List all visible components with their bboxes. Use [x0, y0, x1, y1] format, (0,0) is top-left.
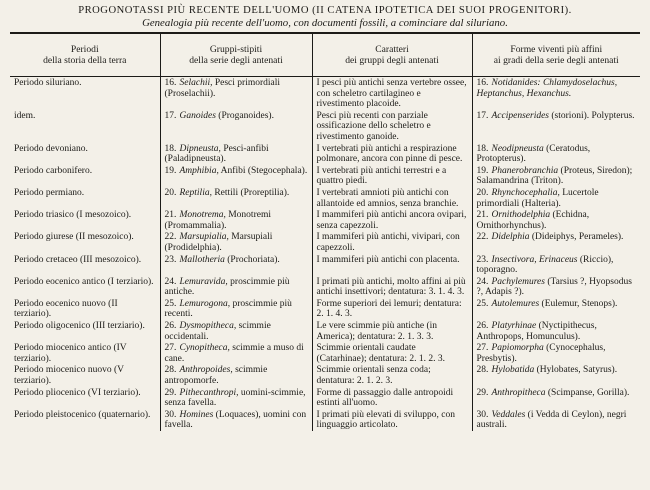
living-form-detail: (i Vedda di Ceylon), negri australi.: [476, 409, 627, 431]
characters-text: I mammiferi più antichi, vivipari, con capezzoli.: [316, 232, 460, 253]
group-name: Mallotheria: [179, 254, 225, 265]
group-name: Ganoides: [179, 110, 216, 121]
group-name: Lemurogona,: [179, 298, 231, 309]
living-form-detail: (Riccio), toporagno.: [476, 254, 614, 276]
group-cell: [160, 165, 312, 187]
row-number: 20.: [476, 187, 489, 198]
living-form-detail: (Nyctipithecus, Anthropops, Homunculus).: [476, 321, 597, 342]
row-number: 17.: [164, 110, 177, 121]
living-form-name: Phanerobranchia: [491, 165, 559, 176]
row-number: 28.: [164, 365, 177, 376]
characters-text: Forme di passaggio dalle antropoidi estinti all'uomo.: [316, 387, 454, 409]
document-header: [10, 4, 640, 30]
period-text: Periodo pleistocenico (quaternario).: [14, 409, 151, 420]
group-detail: proscimmie più antiche.: [164, 276, 290, 298]
living-forms-cell: [472, 276, 640, 298]
living-form-name: Hylobatida: [491, 365, 535, 376]
row-number: 26.: [476, 321, 489, 332]
row-number: 28.: [476, 365, 489, 376]
group-name: Marsupialia,: [179, 232, 229, 243]
group-name: Dysmopitheca,: [179, 321, 237, 332]
living-form-detail: (Hylobates, Satyrus).: [534, 365, 618, 376]
table-row: [10, 110, 640, 143]
period-text: Periodo miocenico nuovo (V terziario).: [14, 365, 124, 387]
column-header-line: Forme viventi più affini: [510, 44, 603, 55]
living-form-name: Papiomorpha: [491, 343, 544, 354]
table-row: [10, 143, 640, 165]
living-form-name: Notidanides: Chlamydoselachus, Heptanchus, Hexanchus.: [476, 78, 618, 99]
row-number: 22.: [164, 232, 177, 243]
column-header-line: ai gradi della serie degli antenati: [493, 55, 619, 66]
group-detail: uomini-scimmie, senza favella.: [164, 387, 306, 409]
living-form-name: Pachylemures: [491, 276, 545, 287]
period-cell: [10, 143, 160, 165]
characters-cell: [312, 320, 472, 342]
group-name: Reptilia,: [179, 187, 212, 198]
living-form-name: Neodipneusta: [491, 143, 544, 154]
period-cell: [10, 209, 160, 231]
living-form-detail: (Ceratodus, Protopterus).: [476, 143, 591, 165]
table-row: [10, 320, 640, 342]
period-cell: [10, 254, 160, 276]
living-form-name: Anthropitheca: [491, 387, 546, 398]
row-number: 20.: [164, 187, 177, 198]
living-form-detail: (storioni). Polypterus.: [549, 110, 635, 121]
table-row: [10, 165, 640, 187]
period-text: Periodo pliocenico (VI terziario).: [14, 387, 141, 398]
group-cell: [160, 187, 312, 209]
living-forms-cell: [472, 254, 640, 276]
characters-cell: [312, 364, 472, 386]
row-number: 30.: [164, 409, 177, 420]
characters-cell: [312, 165, 472, 187]
characters-text: Forme superiori dei lemuri; dentatura: 2. 1. 4. 3.: [316, 298, 462, 320]
column-header-line: dei gruppi degli antenati: [345, 55, 439, 66]
living-form-detail: (Proteus, Siredon); Salamandrina (Triton).: [476, 165, 633, 187]
characters-cell: [312, 387, 472, 409]
row-number: 21.: [476, 210, 489, 221]
living-form-name: Ornithodelphia: [491, 210, 551, 221]
column-header-line: della storia della terra: [43, 55, 127, 66]
column-header-line: Caratteri: [375, 44, 409, 55]
period-cell: [10, 77, 160, 110]
row-number: 18.: [476, 143, 489, 154]
living-forms-cell: [472, 209, 640, 231]
row-number: 29.: [476, 387, 489, 398]
group-detail: Pesci primordiali (Proselachii).: [164, 78, 281, 99]
characters-text: Pesci più recenti con parziale ossificazione dello scheletro e rivestimento ganoide.: [316, 110, 431, 142]
period-cell: [10, 187, 160, 209]
row-number: 19.: [164, 165, 177, 176]
group-cell: [160, 110, 312, 143]
column-header-line: Gruppi-stipiti: [209, 44, 263, 55]
group-cell: [160, 77, 312, 110]
period-cell: [10, 298, 160, 320]
characters-text: I mammiferi più antichi ancora ovipari, senza capezzoli.: [316, 210, 467, 231]
row-number: 16.: [164, 78, 177, 88]
row-number: 23.: [164, 254, 177, 265]
living-forms-cell: [472, 298, 640, 320]
group-detail: Rettili (Proreptilia).: [211, 187, 290, 198]
table-header-row: [10, 34, 640, 77]
document-subtitle: Genealogia più recente dell'uomo, con documenti fossili, a cominciare dal siluriano.: [142, 17, 508, 29]
characters-text: Scimmie orientali senza coda; dentatura: 2. 1. 2. 3.: [316, 365, 431, 387]
characters-text: I pesci più antichi senza vertebre ossee, con scheletro cartilagineo e rivestimento placoide.: [316, 78, 467, 110]
column-header-living-forms: [472, 34, 640, 77]
column-header-groups: [160, 34, 312, 77]
period-text: Periodo siluriano.: [14, 78, 82, 88]
period-text: Periodo cretaceo (III mesozoico).: [14, 254, 142, 265]
group-cell: [160, 254, 312, 276]
row-number: 25.: [164, 298, 177, 309]
living-forms-cell: [472, 342, 640, 364]
group-detail: proscimmie più recenti.: [164, 298, 292, 320]
characters-text: I primati più antichi, molto affini ai più antichi insettivori; dentatura: 3. 1. 4. 3.: [316, 276, 466, 298]
characters-cell: [312, 298, 472, 320]
row-number: 22.: [476, 232, 489, 243]
period-text: Periodo triasico (I mesozoico).: [14, 210, 132, 221]
table-row: [10, 276, 640, 298]
living-form-detail: (Tarsius ?, Hyopsodus ?, Adapis ?).: [476, 276, 632, 298]
characters-text: I vertebrati amnioti più antichi con allantoide ed amnios, senza branchie.: [316, 187, 459, 209]
group-detail: scimmie occidentali.: [164, 321, 271, 342]
living-forms-cell: [472, 110, 640, 143]
table-row: [10, 387, 640, 409]
living-forms-cell: [472, 364, 640, 386]
group-name: Anthropoides,: [179, 365, 233, 376]
group-name: Amphibia,: [179, 165, 219, 176]
characters-cell: [312, 110, 472, 143]
table-row: [10, 231, 640, 253]
living-forms-cell: [472, 165, 640, 187]
period-cell: [10, 387, 160, 409]
group-name: Selachii,: [179, 78, 213, 88]
period-cell: [10, 320, 160, 342]
living-form-name: Accipenserides: [491, 110, 550, 121]
group-detail: Marsupiali (Prodidelphia).: [164, 232, 273, 253]
characters-text: Le vere scimmie più antiche (in America); dentatura: 2. 1. 3. 3.: [316, 321, 438, 342]
period-cell: [10, 110, 160, 143]
period-text: idem.: [14, 110, 36, 121]
row-number: 21.: [164, 210, 177, 221]
row-number: 23.: [476, 254, 489, 265]
row-number: 16.: [476, 78, 489, 88]
group-cell: [160, 143, 312, 165]
characters-cell: [312, 77, 472, 110]
row-number: 25.: [476, 298, 489, 309]
group-cell: [160, 209, 312, 231]
characters-cell: [312, 276, 472, 298]
row-number: 19.: [476, 165, 489, 176]
period-text: Periodo oligocenico (III terziario).: [14, 321, 145, 332]
group-detail: (Prochoriata).: [224, 254, 280, 265]
living-form-name: Rhynchocephalia,: [491, 187, 560, 198]
group-detail: Monotremi (Promammalia).: [164, 210, 271, 231]
table-row: [10, 77, 640, 110]
group-name: Lemuravida,: [179, 276, 228, 287]
group-name: Cynopitheca,: [179, 343, 230, 354]
characters-cell: [312, 209, 472, 231]
group-detail: scimmie antropomorfe.: [164, 365, 268, 387]
row-number: 29.: [164, 387, 177, 398]
column-header-periods: [10, 34, 160, 77]
column-header-characters: [312, 34, 472, 77]
group-detail: scimmie a muso di cane.: [164, 343, 304, 364]
group-cell: [160, 342, 312, 364]
period-text: Periodo devoniano.: [14, 143, 88, 154]
row-number: 17.: [476, 110, 489, 121]
period-text: Periodo carbonifero.: [14, 165, 93, 176]
group-detail: Pesci-anfibi (Paladipneusta).: [164, 143, 269, 165]
living-form-detail: (Scimpanse, Gorilla).: [545, 387, 630, 398]
living-form-detail: (Dideiphys, Perameles).: [529, 232, 624, 243]
characters-text: I primati più elevati di sviluppo, con linguaggio articolato.: [316, 409, 456, 431]
living-form-detail: (Cynocephalus, Presbytis).: [476, 343, 606, 364]
living-form-name: Platyrhinae: [491, 321, 537, 332]
living-form-name: Didelphia: [491, 232, 530, 243]
living-forms-cell: [472, 231, 640, 253]
row-number: 27.: [164, 343, 177, 354]
group-cell: [160, 320, 312, 342]
living-forms-cell: [472, 320, 640, 342]
group-cell: [160, 276, 312, 298]
group-name: Monotrema,: [179, 210, 226, 221]
living-form-detail: (Echidna, Ornithorhynchus).: [476, 210, 590, 231]
living-forms-cell: [472, 143, 640, 165]
living-form-name: Insectivora, Erinaceus: [491, 254, 578, 265]
column-header-line: della serie degli antenati: [189, 55, 283, 66]
period-cell: [10, 276, 160, 298]
group-detail: (Proganoides).: [215, 110, 274, 121]
living-forms-cell: [472, 387, 640, 409]
period-text: Periodo miocenico antico (IV terziario).: [14, 343, 127, 364]
characters-cell: [312, 231, 472, 253]
column-header-line: Periodi: [70, 44, 99, 55]
group-name: Dipneusta,: [179, 143, 221, 154]
row-number: 18.: [164, 143, 177, 154]
group-detail: Anfibi (Stegocephala).: [218, 165, 308, 176]
row-number: 27.: [476, 343, 489, 354]
characters-text: I vertebrati più antichi a respirazione polmonare, ancora con pinne di pesce.: [316, 143, 463, 165]
row-number: 26.: [164, 321, 177, 332]
period-text: Periodo eocenico antico (I terziario).: [14, 276, 154, 287]
period-cell: [10, 231, 160, 253]
living-form-detail: Lucertole primordiali (Halteria).: [476, 187, 599, 209]
row-number: 24.: [164, 276, 177, 287]
living-form-detail: (Eulemur, Stenops).: [539, 298, 618, 309]
characters-cell: [312, 254, 472, 276]
group-name: Homines: [179, 409, 214, 420]
group-cell: [160, 364, 312, 386]
group-cell: [160, 231, 312, 253]
living-form-name: Veddales: [491, 409, 526, 420]
group-name: Pithecanthropi,: [179, 387, 239, 398]
period-cell: [10, 364, 160, 386]
period-text: Periodo giurese (II mesozoico).: [14, 232, 134, 243]
characters-cell: [312, 409, 472, 431]
characters-cell: [312, 342, 472, 364]
table-row: [10, 364, 640, 386]
table-row: [10, 209, 640, 231]
table-row: [10, 298, 640, 320]
characters-text: I vertebrati più antichi terrestri e a quattro piedi.: [316, 165, 447, 187]
characters-text: I mammiferi più antichi con placenta.: [316, 254, 460, 265]
characters-text: Scimmie orientali caudate (Catarhinae); dentatura: 2. 1. 2. 3.: [316, 343, 445, 364]
living-forms-cell: [472, 187, 640, 209]
group-cell: [160, 409, 312, 431]
period-cell: [10, 342, 160, 364]
characters-cell: [312, 187, 472, 209]
characters-cell: [312, 143, 472, 165]
period-text: Periodo eocenico nuovo (II terziario).: [14, 298, 118, 320]
living-form-name: Autolemures: [491, 298, 540, 309]
period-cell: [10, 409, 160, 431]
table-row: [10, 254, 640, 276]
table-body: [10, 77, 640, 432]
document-title: PROGONOTASSI PIÙ RECENTE DELL'UOMO (II CATENA IPOTETICA DEI SUOI PROGENITORI).: [78, 5, 572, 16]
group-cell: [160, 298, 312, 320]
group-detail: (Loquaces), uomini con favella.: [164, 409, 307, 431]
living-forms-cell: [472, 409, 640, 431]
genealogy-table: [10, 34, 640, 431]
row-number: 30.: [476, 409, 489, 420]
period-text: Periodo permiano.: [14, 187, 85, 198]
group-cell: [160, 387, 312, 409]
row-number: 24.: [476, 276, 489, 287]
period-cell: [10, 165, 160, 187]
table-row: [10, 187, 640, 209]
table-row: [10, 342, 640, 364]
living-forms-cell: [472, 77, 640, 110]
table-row: [10, 409, 640, 431]
